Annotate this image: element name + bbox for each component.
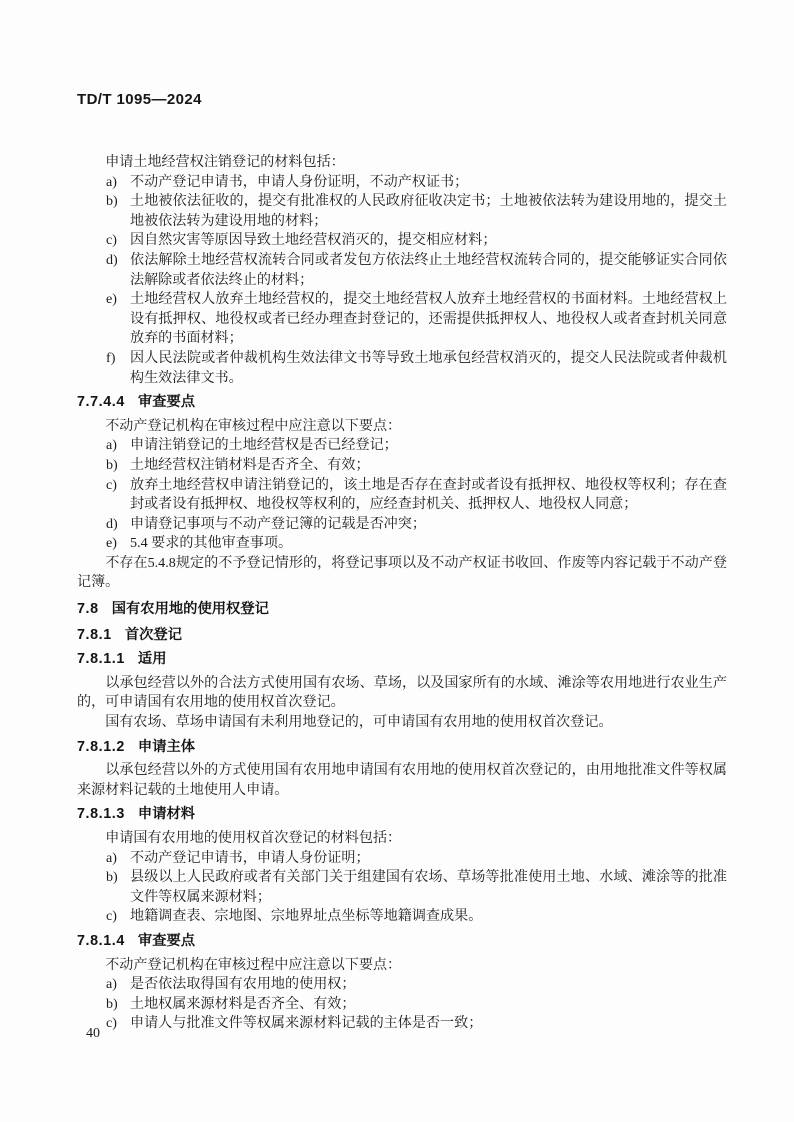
list-item <box>77 173 727 193</box>
list-item-text: 申请人与批准文件等权属来源材料记载的主体是否一致； <box>130 1015 483 1032</box>
paragraph-applicability-2: 国有农场、草场申请国有未利用地登记的，可申请国有农用地的使用权首次登记。 <box>105 714 613 731</box>
heading-number: 7.8.1.3 <box>77 806 125 823</box>
paragraph-review2-intro: 不动产登记机构在审核过程中应注意以下要点： <box>105 956 402 973</box>
review-points-list <box>77 436 727 554</box>
page-content <box>77 153 727 1034</box>
list-item <box>77 251 727 290</box>
list-item-label: a) <box>106 976 117 993</box>
paragraph-materials2-intro: 申请国有农用地的使用权首次登记的材料包括： <box>105 830 402 846</box>
list-item-text: 是否依法取得国有农用地的使用权； <box>130 976 356 993</box>
list-item-label: f) <box>106 349 116 366</box>
materials-list <box>77 173 727 389</box>
paragraph-closing: 不存在5.4.8规定的不予登记情形的，将登记事项以及不动产权证书收回、作废等内容记载于不动产登记簿。 <box>77 554 727 591</box>
list-item-text: 因人民法院或者仲裁机构生效法律文书等导致土地承包经营权消灭的，提交人民法院或者仲裁机构生效法律文书。 <box>130 349 727 386</box>
section-heading-7744 <box>77 393 727 413</box>
list-item <box>77 476 727 515</box>
list-item-text: 土地经营权人放弃土地经营权的，提交土地经营权人放弃土地经营权的书面材料。土地经营权上设有抵押权、地役权或者已经办理查封登记的，还需提供抵押权人、地役权人或者查封机关同意放弃的书面材料； <box>130 291 727 347</box>
list-item-label: c) <box>106 232 117 249</box>
heading-title: 适用 <box>137 651 167 668</box>
section-heading-7813 <box>77 805 727 825</box>
list-item-text: 土地被依法征收的，提交有批准权的人民政府征收决定书；土地被依法转为建设用地的，提交土地被依法转为建设用地的材料； <box>130 193 727 229</box>
list-item-label: b) <box>106 456 118 473</box>
list-item-text: 不动产登记申请书，申请人身份证明，不动产权证书； <box>130 173 469 190</box>
section-heading-7811 <box>77 650 727 670</box>
heading-number: 7.8 <box>77 601 99 618</box>
materials2-list <box>77 849 727 927</box>
list-item-label: c) <box>106 1015 117 1032</box>
list-item <box>77 1014 727 1034</box>
heading-title: 申请材料 <box>137 806 196 823</box>
list-item-label: a) <box>106 437 117 454</box>
heading-title: 申请主体 <box>137 738 196 755</box>
list-item-label: c) <box>106 476 117 493</box>
list-item <box>77 231 727 251</box>
paragraph-applicability-1: 以承包经营以外的合法方式使用国有农场、草场，以及国家所有的水域、滩涂等农用地进行农业生产的，可申请国有农用地的使用权首次登记。 <box>77 674 727 711</box>
heading-number: 7.7.4.4 <box>77 394 125 411</box>
page-number: 40 <box>86 1026 100 1041</box>
list-item <box>77 534 727 554</box>
list-item-text: 县级以上人民政府或者有关部门关于组建国有农场、草场等批准使用土地、水域、滩涂等的批准文件等权属来源材料； <box>130 869 727 905</box>
list-item-label: d) <box>106 251 118 268</box>
heading-number: 7.8.1.4 <box>77 932 125 949</box>
list-item <box>77 456 727 476</box>
list-item-label: b) <box>106 995 118 1012</box>
list-item-text: 因自然灾害等原因导致土地经营权消灭的，提交相应材料； <box>130 232 497 249</box>
section-heading-7812 <box>77 738 727 758</box>
list-item <box>77 192 727 231</box>
list-item-text: 放弃土地经营权申请注销登记的，该土地是否存在查封或者设有抵押权、地役权等权利；存在查封或者设有抵押权、地役权等权利的，应经查封机关、抵押权人、地役权人同意； <box>130 476 727 513</box>
list-item-label: b) <box>106 193 118 210</box>
heading-number: 7.8.1.2 <box>77 738 125 755</box>
heading-title: 审查要点 <box>137 394 196 411</box>
list-item <box>77 290 727 349</box>
list-item <box>77 436 727 456</box>
paragraph-materials-intro: 申请土地经营权注销登记的材料包括： <box>105 154 345 170</box>
list-item-label: a) <box>106 173 117 190</box>
list-item <box>77 849 727 869</box>
section-heading-78 <box>77 600 727 620</box>
heading-number: 7.8.1 <box>77 626 112 643</box>
list-item-label: b) <box>106 869 118 886</box>
review2-points-list <box>77 975 727 1034</box>
list-item-text: 土地经营权注销材料是否齐全、有效； <box>130 456 370 473</box>
list-item-text: 申请注销登记的土地经营权是否已经登记； <box>130 437 398 454</box>
section-heading-7814 <box>77 932 727 952</box>
list-item <box>77 995 727 1015</box>
paragraph-review-intro: 不动产登记机构在审核过程中应注意以下要点： <box>105 417 402 434</box>
list-item <box>77 349 727 388</box>
list-item-text: 不动产登记申请书，申请人身份证明； <box>130 849 370 866</box>
list-item-label: d) <box>106 515 118 532</box>
list-item <box>77 975 727 995</box>
list-item-label: a) <box>106 849 117 866</box>
list-item-text: 依法解除土地经营权流转合同或者发包方依法终止土地经营权流转合同的，提交能够证实合同依法解除或者依法终止的材料； <box>130 251 727 288</box>
paragraph-applicant: 以承包经营以外的方式使用国有农用地申请国有农用地的使用权首次登记的，由用地批准文件等权属来源材料记载的土地使用人申请。 <box>77 762 727 798</box>
list-item <box>77 868 727 907</box>
list-item-text: 地籍调查表、宗地图、宗地界址点坐标等地籍调查成果。 <box>130 908 483 925</box>
list-item-text: 土地权属来源材料是否齐全、有效； <box>130 995 356 1012</box>
list-item <box>77 907 727 927</box>
list-item-label: c) <box>106 908 117 925</box>
standard-number: TD/T 1095—2024 <box>77 91 202 108</box>
list-item-text: 5.4 要求的其他审查事项。 <box>130 535 293 552</box>
section-heading-781 <box>77 626 727 646</box>
heading-title: 首次登记 <box>124 626 182 643</box>
heading-number: 7.8.1.1 <box>77 651 125 668</box>
heading-title: 审查要点 <box>137 932 196 949</box>
list-item <box>77 515 727 535</box>
list-item-text: 申请登记事项与不动产登记簿的记载是否冲突； <box>130 515 426 532</box>
heading-title: 国有农用地的使用权登记 <box>111 601 269 618</box>
list-item-label: e) <box>106 535 117 552</box>
list-item-label: e) <box>106 291 117 308</box>
